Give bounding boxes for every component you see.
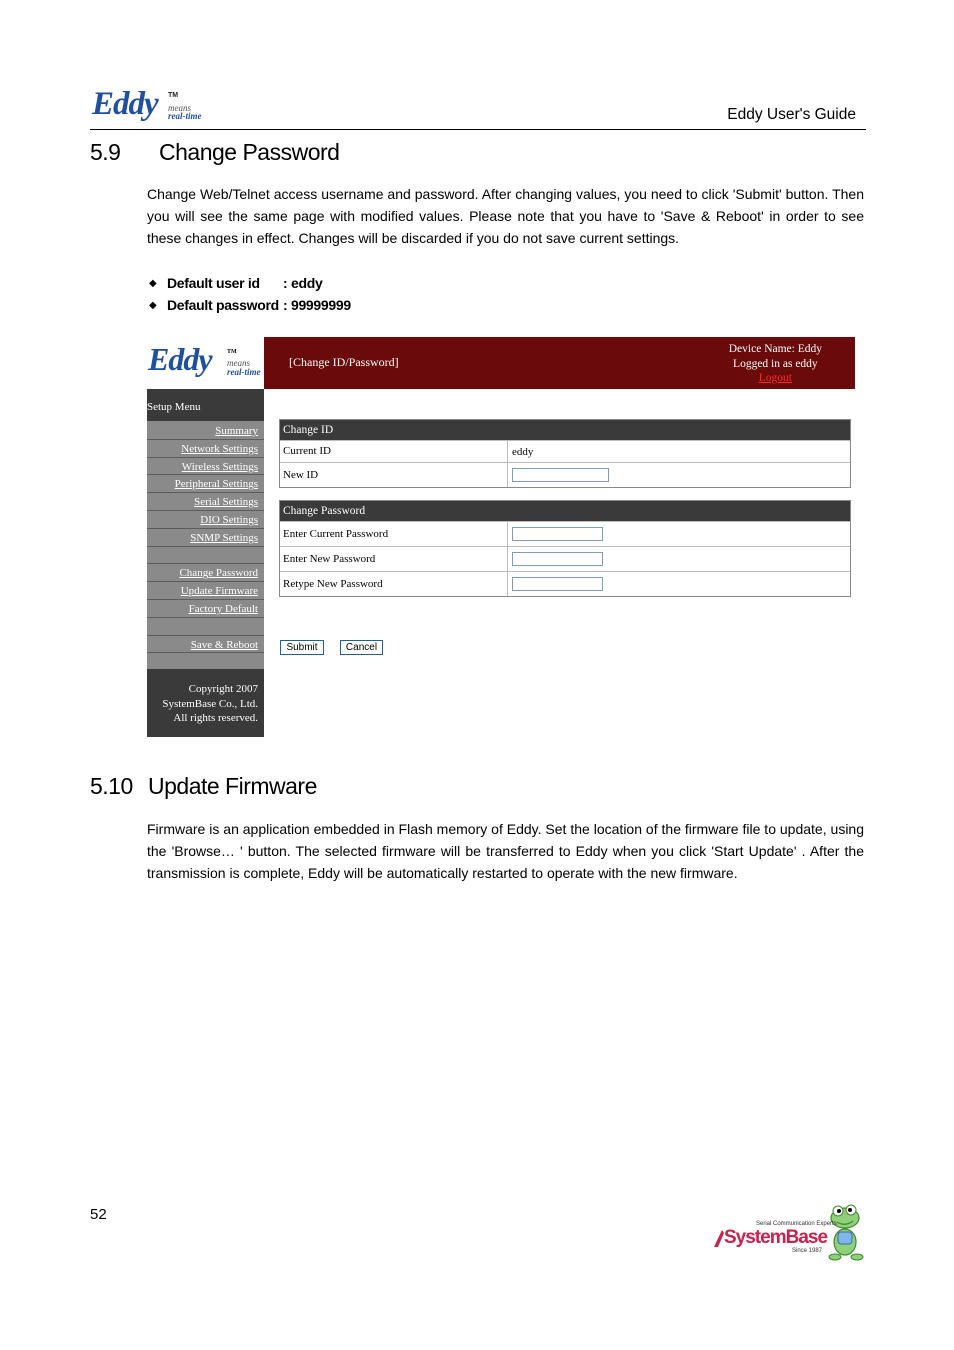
sidebar-item-peripheral-settings[interactable]: Peripheral Settings	[147, 475, 264, 493]
new-password-input[interactable]	[512, 552, 603, 566]
web-ui-topbar	[264, 337, 855, 389]
section-title: Change Password	[159, 139, 340, 165]
setup-menu-sidebar	[147, 389, 264, 737]
device-info	[729, 342, 822, 386]
new-id-input[interactable]	[512, 468, 609, 482]
device-name: Device Name: Eddy	[728, 343, 822, 355]
logo-tagline: means real-time	[227, 358, 261, 377]
page-number: 52	[90, 1206, 107, 1223]
sidebar-item-summary[interactable]: Summary	[147, 422, 264, 440]
sidebar-item-network-settings[interactable]: Network Settings	[147, 440, 264, 458]
table-row	[280, 521, 850, 546]
new-id-label: New ID	[280, 463, 508, 487]
logout-link[interactable]: Logout	[758, 372, 792, 384]
list-item	[149, 272, 351, 294]
logo-tagline: means real-time	[168, 103, 202, 121]
change-password-panel	[279, 500, 851, 597]
new-password-cell	[508, 547, 850, 571]
current-id-value: eddy	[512, 445, 534, 458]
logo-tm: TM	[168, 92, 179, 99]
setup-menu-list	[147, 422, 264, 653]
web-ui-logo	[147, 337, 264, 389]
logo-wordmark: Eddy	[148, 341, 212, 377]
sidebar-item-factory-default[interactable]: Factory Default	[147, 600, 264, 618]
company-name: SystemBase	[724, 1227, 828, 1248]
sidebar-spacer	[147, 547, 264, 565]
retype-password-input[interactable]	[512, 577, 603, 591]
sidebar-item-snmp-settings[interactable]: SNMP Settings	[147, 529, 264, 547]
section-paragraph: Firmware is an application embedded in Flash memory of Eddy. Set the location of the firmware file to update, using the 'Browse… ' button. The selected firmware will be transferred to Eddy when you click 'Start Update' . After the transmission is complete, Eddy will be automatically restarted to operate with the new firmware.	[147, 821, 864, 881]
table-row	[280, 571, 850, 596]
company-tagline: Serial Communication Experts	[756, 1221, 837, 1227]
copyright-line: All rights reserved.	[173, 712, 258, 724]
list-item	[149, 294, 351, 316]
diamond-bullet-icon: ◆	[149, 277, 157, 289]
systembase-logo	[712, 1202, 866, 1262]
logo-tm: TM	[227, 349, 237, 355]
retype-password-label: Retype New Password	[280, 572, 508, 596]
sidebar-spacer	[147, 618, 264, 636]
logo-wordmark: Eddy	[92, 86, 158, 122]
section-title: Update Firmware	[148, 773, 317, 799]
current-password-label: Enter Current Password	[280, 522, 508, 546]
section-heading-5-9	[90, 139, 339, 166]
web-ui-screenshot	[147, 337, 855, 737]
list-item-label: Default password	[167, 297, 279, 313]
retype-password-cell	[508, 572, 850, 596]
current-password-input[interactable]	[512, 527, 603, 541]
cancel-button[interactable]: Cancel	[340, 640, 383, 655]
list-item-value: : eddy	[283, 275, 323, 291]
header-rule	[90, 129, 866, 130]
new-id-cell	[508, 463, 850, 487]
setup-menu-title: Setup Menu	[147, 389, 264, 421]
diamond-bullet-icon: ◆	[149, 299, 157, 311]
sidebar-item-save-reboot[interactable]: Save & Reboot	[147, 636, 264, 654]
logged-in-user: Logged in as eddy	[733, 357, 818, 370]
eddy-logo	[92, 86, 212, 126]
company-since: Since 1987	[792, 1248, 823, 1254]
list-item-label: Default user id	[167, 275, 260, 291]
section-paragraph: Change Web/Telnet access username and password. After changing values, you need to click 'Submit' button. Then you will see the same page with modified values. Please note that you have to 'Save & Reboot' in order to see these changes in effect. Changes will be discarded if you do not save current settings.	[147, 186, 864, 246]
page-title: [Change ID/Password]	[289, 355, 399, 369]
copyright-line: Copyright 2007	[188, 683, 258, 695]
defaults-list	[149, 272, 351, 316]
section-heading-5-10	[90, 773, 317, 800]
submit-button[interactable]: Submit	[280, 640, 324, 655]
copyright-block	[147, 669, 264, 737]
panel-title: Change Password	[280, 501, 850, 521]
copyright-line: SystemBase Co., Ltd.	[162, 697, 258, 710]
sidebar-item-dio-settings[interactable]: DIO Settings	[147, 511, 264, 529]
panel-title: Change ID	[280, 420, 850, 440]
sidebar-item-serial-settings[interactable]: Serial Settings	[147, 493, 264, 511]
current-password-cell	[508, 522, 850, 546]
guide-title: Eddy User's Guide	[727, 106, 856, 123]
sidebar-item-wireless-settings[interactable]: Wireless Settings	[147, 458, 264, 476]
section-number: 5.10	[90, 773, 133, 799]
table-row	[280, 440, 850, 462]
section-number: 5.9	[90, 139, 121, 165]
list-item-value: : 99999999	[283, 297, 351, 313]
change-id-panel	[279, 419, 851, 488]
table-row	[280, 462, 850, 487]
table-row	[280, 546, 850, 571]
sidebar-item-update-firmware[interactable]: Update Firmware	[147, 582, 264, 600]
current-id-label: Current ID	[280, 441, 508, 462]
new-password-label: Enter New Password	[280, 547, 508, 571]
sidebar-item-change-password[interactable]: Change Password	[147, 564, 264, 582]
